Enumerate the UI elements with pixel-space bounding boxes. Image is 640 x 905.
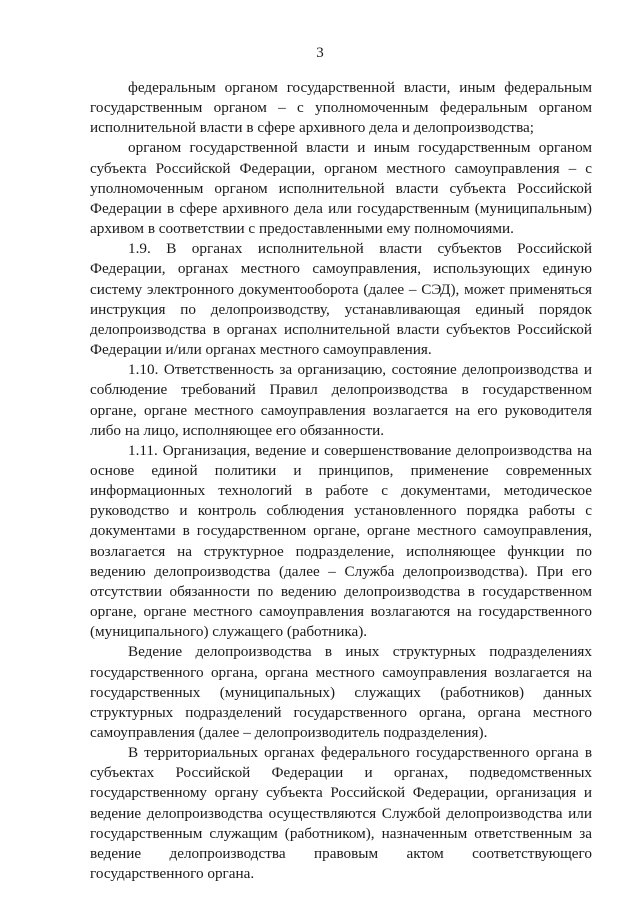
paragraph-structural-units: Ведение делопроизводства в иных структурных подразделениях государственного органа, органа местного самоуправления возлагается на государственных (муниципальных) служащих (работников) данных структурных подразделений государственного органа, органа местного самоуправления (далее – делопроизводитель подразделения). — [90, 643, 592, 741]
paragraph-territorial-bodies: В территориальных органах федерального государственного органа в субъектах Российской Федерации и органах, подведомственных государственному органу субъекта Российской Федерации, организация и ведение делопроизводства осуществляются Службой делопроизводства или государственным служащим (работником), назначенным ответственным за ведение делопроизводства правовым актом соответствующего государственного органа. — [90, 744, 592, 883]
paragraph-clause-1-9: 1.9. В органах исполнительной власти субъектов Российской Федерации, органах местного самоуправления, использующих единую систему электронного документооборота (далее – СЭД), может применяться инструкция по делопроизводству, устанавливающая единый порядок делопроизводства в органах исполнительной власти субъектов Российской Федерации и/или органах местного самоуправления. — [90, 240, 592, 359]
document-body — [90, 78, 592, 884]
paragraph-clause-1-10: 1.10. Ответственность за организацию, состояние делопроизводства и соблюдение требований Правил делопроизводства в государственном органе, органе местного самоуправления возлагается на его руководителя либо на лицо, исполняющее его обязанности. — [90, 361, 592, 439]
page-number: 3 — [316, 45, 324, 61]
paragraph-federal-body: федеральным органом государственной власти, иным федеральным государственным органом – с уполномоченным федеральным органом исполнительной власти в сфере архивного дела и делопроизводства; — [90, 79, 592, 137]
paragraph-clause-1-11: 1.11. Организация, ведение и совершенствование делопроизводства на основе единой политики и принципов, применение современных информационных технологий в работе с документами, методическое руководство и контроль соблюдения установленного порядка работы с документами в государственном органе, органе местного самоуправления, возлагается на структурное подразделение, исполняющее функции по ведению делопроизводства (далее – Служба делопроизводства). При его отсутствии обязанности по ведению делопроизводства в государственном органе, органе местного самоуправления возлагаются на государственного (муниципального) служащего (работника). — [90, 441, 592, 641]
paragraph-regional-body: органом государственной власти и иным государственным органом субъекта Российской Федерации, органом местного самоуправления – с уполномоченным органом исполнительной власти субъекта Российской Федерации в сфере архивного дела или государственным (муниципальным) архивом в соответствии с предоставленными ему полномочиями. — [90, 139, 592, 238]
